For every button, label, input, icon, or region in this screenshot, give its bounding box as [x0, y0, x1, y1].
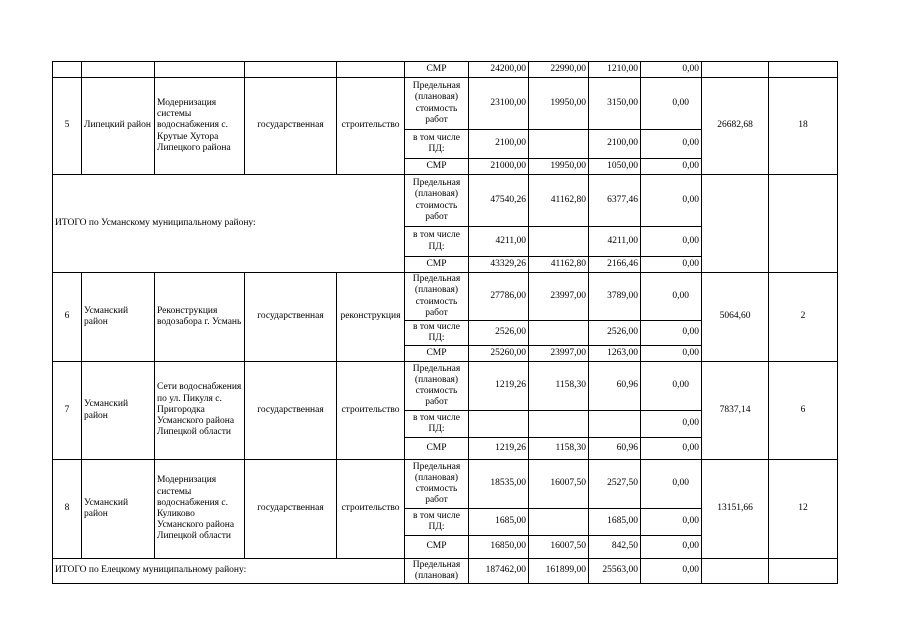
row-number: 8 — [53, 460, 82, 559]
table-row — [53, 559, 838, 584]
regional-cost-cell: 60,96 — [589, 362, 641, 411]
cost-type-cell: СМР — [405, 536, 469, 559]
local-cost-cell: 0,00 — [641, 273, 702, 321]
local-cost-cell: 0,00 — [641, 175, 702, 227]
total-cost-cell: 1685,00 — [469, 509, 529, 536]
federal-cost-cell: 23997,00 — [529, 346, 589, 362]
federal-cost-cell: 41162,80 — [529, 175, 589, 227]
total-cost-cell: 18535,00 — [469, 460, 529, 509]
regional-cost-cell — [589, 411, 641, 438]
federal-cost-cell: 19950,00 — [529, 159, 589, 175]
district-cell: Усманский район — [82, 273, 155, 362]
total-label: ИТОГО по Елецкому муниципальному району: — [53, 559, 405, 584]
ownership-cell: государственная — [245, 460, 337, 559]
regional-cost-cell: 25563,00 — [589, 559, 641, 584]
regional-cost-cell: 4211,00 — [589, 227, 641, 257]
local-cost-cell: 0,00 — [641, 257, 702, 273]
local-cost-cell: 0,00 — [641, 536, 702, 559]
regional-cost-cell: 2526,00 — [589, 321, 641, 346]
table-row — [53, 362, 838, 411]
local-cost-cell: 0,00 — [641, 62, 702, 78]
count-cell: 18 — [769, 78, 838, 175]
cost-type-cell: Предельная (плановая) стоимость работ — [405, 460, 469, 509]
capacity-cell: 5064,60 — [702, 273, 769, 362]
federal-cost-cell — [529, 411, 589, 438]
local-cost-cell: 0,00 — [641, 159, 702, 175]
total-cost-cell: 27786,00 — [469, 273, 529, 321]
regional-cost-cell: 60,96 — [589, 438, 641, 460]
regional-cost-cell: 2166,46 — [589, 257, 641, 273]
capacity-cell: 26682,68 — [702, 78, 769, 175]
federal-cost-cell: 41162,80 — [529, 257, 589, 273]
regional-cost-cell: 2100,00 — [589, 130, 641, 159]
total-cost-cell: 43329,26 — [469, 257, 529, 273]
cost-type-cell: в том числе ПД: — [405, 227, 469, 257]
total-cost-cell: 1219,26 — [469, 362, 529, 411]
work-type-cell: строительство — [337, 362, 405, 460]
project-name-cell: Реконструкция водозабора г. Усмань — [155, 273, 245, 362]
federal-cost-cell: 16007,50 — [529, 460, 589, 509]
cost-type-cell: в том числе ПД: — [405, 509, 469, 536]
local-cost-cell: 0,00 — [641, 321, 702, 346]
cost-type-cell: СМР — [405, 257, 469, 273]
regional-cost-cell: 3789,00 — [589, 273, 641, 321]
local-cost-cell: 0,00 — [641, 460, 702, 509]
total-cost-cell: 2526,00 — [469, 321, 529, 346]
total-cost-cell: 4211,00 — [469, 227, 529, 257]
table-row — [53, 78, 838, 130]
ownership-cell: государственная — [245, 78, 337, 175]
project-name-cell: Сети водоснабжения по ул. Пикуля с. Пригородка Усманского района Липецкой области — [155, 362, 245, 460]
regional-cost-cell: 1263,00 — [589, 346, 641, 362]
cost-type-cell: в том числе ПД: — [405, 321, 469, 346]
local-cost-cell: 0,00 — [641, 509, 702, 536]
regional-cost-cell: 6377,46 — [589, 175, 641, 227]
total-cost-cell: 21000,00 — [469, 159, 529, 175]
federal-cost-cell — [529, 227, 589, 257]
cost-type-cell: в том числе ПД: — [405, 411, 469, 438]
total-cost-cell: 24200,00 — [469, 62, 529, 78]
cost-type-cell: СМР — [405, 159, 469, 175]
table-row — [53, 175, 838, 227]
local-cost-cell: 0,00 — [641, 362, 702, 411]
federal-cost-cell — [529, 321, 589, 346]
total-cost-cell: 23100,00 — [469, 78, 529, 130]
table-row — [53, 62, 838, 78]
ownership-cell: государственная — [245, 362, 337, 460]
total-cost-cell — [469, 411, 529, 438]
regional-cost-cell: 2527,50 — [589, 460, 641, 509]
federal-cost-cell: 22990,00 — [529, 62, 589, 78]
project-name-cell: Модернизация системы водоснабжения с. Крутые Хутора Липецкого района — [155, 78, 245, 175]
investment-table — [52, 61, 838, 584]
local-cost-cell: 0,00 — [641, 559, 702, 584]
local-cost-cell: 0,00 — [641, 78, 702, 130]
federal-cost-cell: 23997,00 — [529, 273, 589, 321]
total-cost-cell: 47540,26 — [469, 175, 529, 227]
federal-cost-cell: 161899,00 — [529, 559, 589, 584]
federal-cost-cell: 16007,50 — [529, 536, 589, 559]
table-row — [53, 273, 838, 321]
capacity-cell: 7837,14 — [702, 362, 769, 460]
ownership-cell: государственная — [245, 273, 337, 362]
local-cost-cell: 0,00 — [641, 411, 702, 438]
total-cost-cell: 25260,00 — [469, 346, 529, 362]
cost-type-cell: Предельная (плановая) стоимость работ — [405, 273, 469, 321]
federal-cost-cell — [529, 130, 589, 159]
count-cell: 6 — [769, 362, 838, 460]
total-cost-cell: 2100,00 — [469, 130, 529, 159]
federal-cost-cell — [529, 509, 589, 536]
table-row — [53, 460, 838, 509]
work-type-cell: строительство — [337, 460, 405, 559]
project-name-cell: Модернизация системы водоснабжения с. Куликово Усманского района Липецкой области — [155, 460, 245, 559]
total-cost-cell: 1219,26 — [469, 438, 529, 460]
cost-type-cell: СМР — [405, 62, 469, 78]
count-cell: 12 — [769, 460, 838, 559]
local-cost-cell: 0,00 — [641, 438, 702, 460]
row-number: 5 — [53, 78, 82, 175]
row-number: 7 — [53, 362, 82, 460]
local-cost-cell: 0,00 — [641, 130, 702, 159]
federal-cost-cell: 19950,00 — [529, 78, 589, 130]
cost-type-cell: СМР — [405, 438, 469, 460]
local-cost-cell: 0,00 — [641, 227, 702, 257]
district-cell: Липецкий район — [82, 78, 155, 175]
district-cell: Усманский район — [82, 460, 155, 559]
regional-cost-cell: 1050,00 — [589, 159, 641, 175]
count-cell: 2 — [769, 273, 838, 362]
cost-type-cell: Предельная (плановая) стоимость работ — [405, 78, 469, 130]
cost-type-cell: в том числе ПД: — [405, 130, 469, 159]
total-cost-cell: 16850,00 — [469, 536, 529, 559]
capacity-cell: 13151,66 — [702, 460, 769, 559]
cost-type-cell: Предельная (плановая) стоимость работ — [405, 362, 469, 411]
regional-cost-cell: 3150,00 — [589, 78, 641, 130]
row-number: 6 — [53, 273, 82, 362]
local-cost-cell: 0,00 — [641, 346, 702, 362]
cost-type-cell: СМР — [405, 346, 469, 362]
regional-cost-cell: 842,50 — [589, 536, 641, 559]
federal-cost-cell: 1158,30 — [529, 438, 589, 460]
district-cell: Усманский район — [82, 362, 155, 460]
regional-cost-cell: 1210,00 — [589, 62, 641, 78]
total-cost-cell: 187462,00 — [469, 559, 529, 584]
federal-cost-cell: 1158,30 — [529, 362, 589, 411]
total-label: ИТОГО по Усманскому муниципальному району: — [53, 175, 405, 273]
cost-type-cell: Предельная (плановая) стоимость работ — [405, 175, 469, 227]
cost-type-cell: Предельная (плановая) — [405, 559, 469, 584]
work-type-cell: реконструкция — [337, 273, 405, 362]
work-type-cell: строительство — [337, 78, 405, 175]
regional-cost-cell: 1685,00 — [589, 509, 641, 536]
